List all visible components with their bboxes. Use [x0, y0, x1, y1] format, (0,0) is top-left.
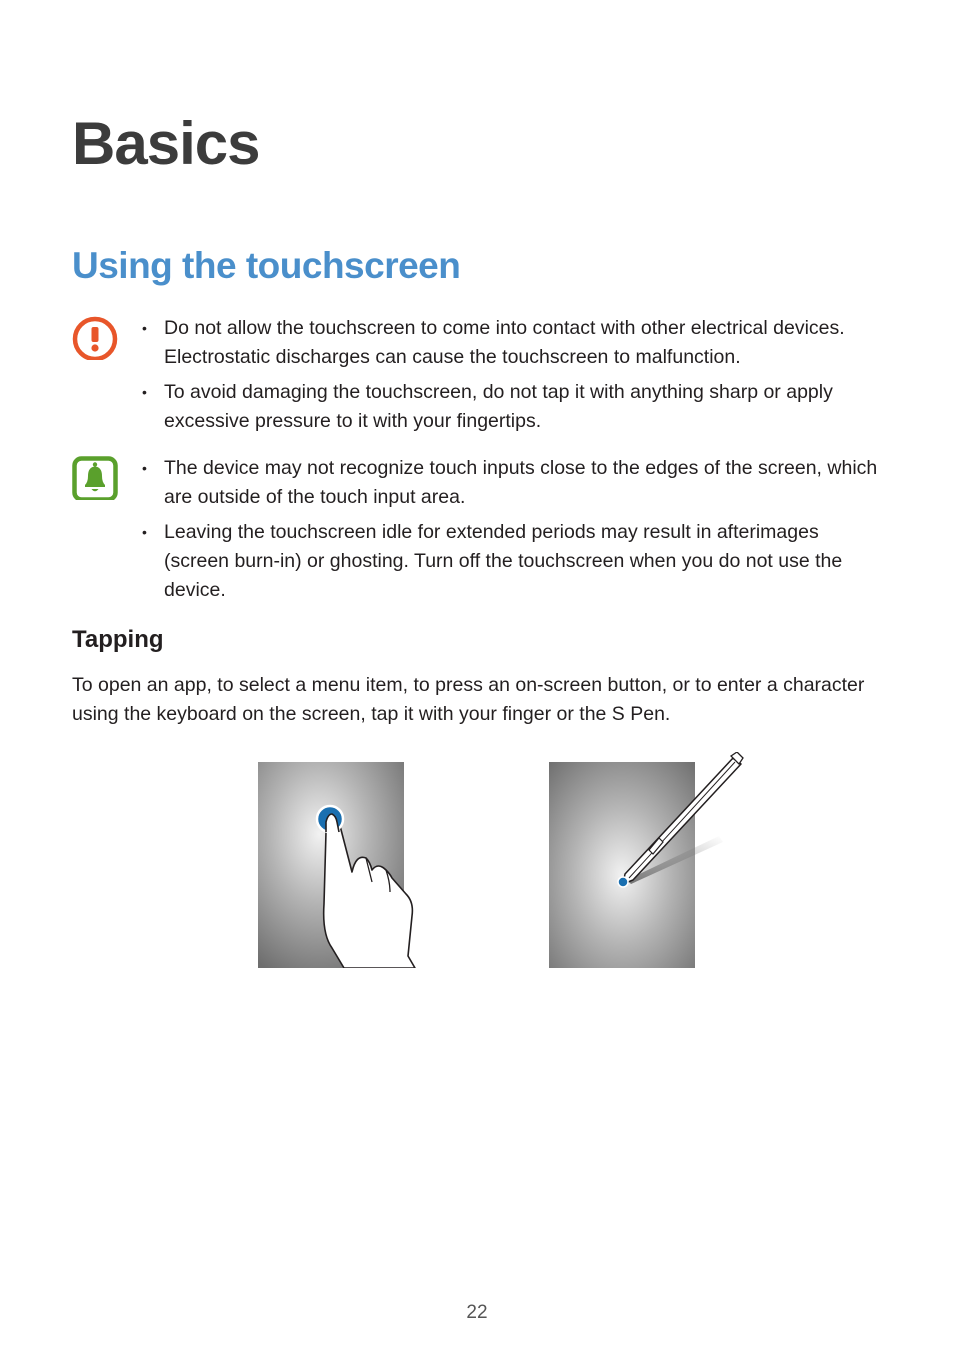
- s-pen-tap-illustration: [549, 752, 749, 968]
- list-item: • Do not allow the touchscreen to come into contact with other electrical devices. Electrostatic discharges can cause the touchscreen to malfunction.: [142, 317, 845, 368]
- page-number: 22: [466, 1302, 488, 1323]
- notice-bell-icon: [72, 454, 118, 500]
- caution-block: [72, 314, 882, 442]
- note-block: [72, 454, 882, 611]
- finger-tap-illustration: [258, 762, 418, 968]
- chapter-title: Basics: [72, 110, 260, 177]
- subsection-title: Tapping: [72, 626, 164, 653]
- list-item: • Leaving the touchscreen idle for extended periods may result in afterimages (screen burn-in) or ghosting. Turn off the touchscreen when you do not use the device.: [142, 521, 843, 601]
- list-item: • To avoid damaging the touchscreen, do not tap it with anything sharp or apply excessive pressure to it with your fingertips.: [142, 381, 833, 432]
- caution-exclamation-icon: [72, 314, 118, 360]
- list-item: • The device may not recognize touch inputs close to the edges of the screen, which are outside of the touch input area.: [142, 457, 878, 508]
- caution-list: [72, 314, 882, 436]
- tapping-description: To open an app, to select a menu item, to press an on-screen button, or to enter a character using the keyboard on the screen, tap it with your finger or the S Pen.: [72, 674, 865, 725]
- note-list: [72, 454, 882, 605]
- section-title: Using the touchscreen: [72, 245, 461, 286]
